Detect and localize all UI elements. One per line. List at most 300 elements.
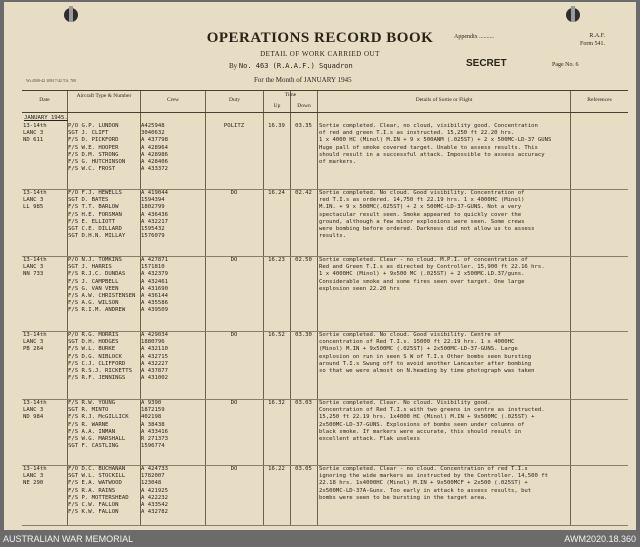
details-line: ignoring the wide markers as instructed by the Controller. 14,500 ft [319, 473, 549, 480]
crew-service-number: A 433372 [141, 166, 168, 173]
crew-name: F.J. HEWELLS [81, 190, 122, 196]
crew-member [68, 368, 140, 375]
duty-cell: DO [230, 190, 238, 196]
crew-rank: F/S [68, 428, 79, 435]
details-line: so that we were almost on N.heading by time photograph was taken [319, 368, 535, 375]
crew-rank: SGT [68, 233, 79, 240]
details-line: Sortie completed. Clear - no cloud. Concentration of red T.I.s [319, 466, 528, 472]
crew-rank: SGT [68, 339, 79, 346]
details-line: red T.I.s as ordered. 14,750 ft 22.19 hrs. 1 x 4000HC (Minol) [319, 197, 525, 204]
crew-service-number: A 433542 [141, 502, 168, 509]
aircraft-type: LANC 3 [23, 473, 44, 480]
sortie-date: 13-14th [23, 190, 47, 196]
crew-member [68, 509, 140, 516]
table-row [22, 400, 628, 466]
crew-rank: F/S [68, 271, 79, 278]
appendix-field: Appendix .......... [454, 34, 495, 40]
crew-name: D.H.N. MILLAY [81, 233, 126, 240]
crew-rank-name-cell [68, 400, 140, 450]
crew-service-number: 1880796 [141, 339, 165, 346]
date-cell [23, 190, 67, 212]
crew-number-cell [141, 332, 204, 382]
crew-rank: F/S [68, 368, 79, 375]
details-line: were bombing before ordered. Darkness did not allow us to assess [319, 226, 535, 233]
crew-member [68, 354, 140, 361]
crew-rank: F/S [68, 307, 79, 314]
crew-member [68, 159, 140, 166]
header-details: Details of Sortie or Flight [415, 97, 473, 103]
details-cell [319, 190, 563, 240]
crew-member [68, 130, 140, 137]
details-line: 1 x 4000HC (Minol) + 9x500 MC (.025ST) + 2 x500MC.LD.37/guns. [319, 271, 525, 278]
details-line: explosion seen 22.20 hrs [319, 285, 400, 292]
crew-member [68, 293, 140, 300]
crew-member [68, 436, 140, 443]
crew-rank-name-cell [68, 466, 140, 516]
details-line: Sortie completed. Clear. No cloud. Visibility good. [319, 400, 491, 406]
crew-rank: SGT [68, 226, 79, 233]
crew-service-number: A 432217 [141, 218, 168, 225]
crew-member [68, 307, 140, 314]
time-down-cell: 03.05 [295, 466, 312, 472]
crew-member [68, 414, 140, 421]
crew-number-cell [141, 123, 204, 173]
record-sheet [4, 2, 636, 530]
crew-service-number: 1802799 [141, 204, 165, 211]
crew-rank: SGT [68, 473, 79, 480]
crew-service-number: A 436144 [141, 293, 168, 300]
crew-service-number: 1872159 [141, 407, 165, 414]
crew-name: R.S.J. RICKETTS [81, 368, 133, 375]
crew-rank: F/S [68, 211, 79, 218]
crew-name: F. CASTLING [81, 443, 119, 450]
details-cell [319, 123, 563, 166]
details-line: 15,250 ft 22.19 hrs. 1x4000 HC (Minol) M.IN + 9x500MC (.025ST) + [319, 414, 535, 421]
aircraft-serial: NE 290 [23, 480, 44, 487]
record-table [22, 90, 628, 526]
form-label: Form 541. [580, 41, 606, 47]
details-line: Sortie completed. Clear, no cloud, visibility good. Concentration [319, 123, 538, 129]
archive-source: AUSTRALIAN WAR MEMORIAL [3, 534, 134, 544]
crew-name: R.G. MORRIS [81, 332, 119, 338]
details-line: should result in a successful attack. Impossible to assess accuracy [319, 151, 545, 158]
date-cell [23, 123, 67, 145]
year-value: 1945 [337, 76, 352, 84]
crew-name: D. PICKFORD [81, 137, 119, 144]
crew-service-number: A 432461 [141, 278, 168, 285]
duty-cell: DO [230, 466, 238, 472]
aircraft-type: LANC 3 [23, 197, 44, 204]
crew-member [68, 466, 140, 473]
details-line: of markers. [319, 159, 357, 166]
crew-rank: F/S [68, 278, 79, 285]
crew-service-number: 1782007 [141, 473, 165, 480]
crew-service-number: A 439509 [141, 307, 168, 314]
crew-service-number: 1595432 [141, 226, 165, 233]
crew-member [68, 473, 140, 480]
crew-name: G. VAN VEEN [81, 285, 119, 292]
crew-name: J. CLIFT [81, 130, 109, 137]
aircraft-type: LANC 3 [23, 407, 44, 414]
crew-name: H.E. FORSMAN [81, 211, 122, 218]
details-line: Sortie completed. No cloud. Good visibility. Concentration of [319, 190, 525, 196]
crew-rank: F/S [68, 421, 79, 428]
crew-member [68, 429, 140, 436]
crew-name: W.E. HOOPER [81, 144, 119, 151]
crew-member [68, 400, 140, 407]
details-line: excellent attack. Flak useless [319, 436, 421, 443]
details-line: of red and green T.I.s as instructed. 15,250 ft 22.20 hrs. [319, 130, 515, 137]
crew-service-number: 123048 [141, 480, 162, 487]
table-row [22, 257, 628, 332]
crew-rank: F/S [68, 414, 79, 421]
crew-service-number: A 433416 [141, 428, 168, 435]
binder-ring-right [571, 6, 575, 22]
crew-name: D.C. BUCHANAN [81, 466, 126, 472]
crew-service-number: A 431690 [141, 285, 168, 292]
crew-service-number: A 9390 [141, 400, 162, 406]
crew-member [68, 502, 140, 509]
details-line: around T.I.s Swung off to avoid another Lancaster after bombing [319, 360, 532, 367]
crew-rank: F/S [68, 285, 79, 292]
crew-name: D. BATES [81, 197, 109, 204]
crew-service-number: A 422232 [141, 494, 168, 501]
crew-member [68, 488, 140, 495]
crew-name: N.J. TOMKINS [81, 257, 122, 263]
details-line: Huge pall of smoke covered target. Unable to assess results. This [319, 144, 538, 151]
time-down-cell: 03.35 [295, 123, 312, 129]
crew-service-number: A 419044 [141, 190, 168, 196]
crew-rank: F/S [68, 144, 79, 151]
crew-rank: SGT [68, 264, 79, 271]
crew-service-number: A 427871 [141, 257, 168, 263]
squadron-name: No. 463 (R.A.A.F.) Squadron [238, 62, 353, 70]
crew-service-number: A 428406 [141, 159, 168, 166]
time-up-cell: 16.39 [268, 123, 285, 129]
crew-name: T.T. BARLOW [81, 204, 119, 211]
details-line: 2x500MC-LD-37-GUNS. Explosions of bombs seen under columns of [319, 421, 525, 428]
sortie-date: 13-14th [23, 257, 47, 263]
details-cell [319, 400, 563, 443]
crew-name: G.P. LUNDON [81, 123, 119, 129]
aircraft-serial: NN 733 [23, 271, 44, 278]
crew-member [68, 264, 140, 271]
crew-rank: F/S [68, 509, 79, 516]
aircraft-serial: PB 264 [23, 346, 44, 353]
form-header [4, 28, 636, 90]
crew-rank: P/O [68, 123, 79, 129]
crew-rank-name-cell [68, 257, 140, 315]
details-line: Red and Green T.I.s as directed by Controller. 15,900 ft 22.16 hrs. [319, 264, 545, 271]
column-headers [22, 91, 628, 113]
crew-name: R.J. McGILLICK [81, 414, 129, 421]
crew-rank: F/S [68, 494, 79, 501]
crew-name: A.A. INMAN [81, 428, 116, 435]
crew-name: C.W. FALLON [81, 502, 119, 509]
details-cell [319, 257, 563, 293]
crew-service-number: 3040632 [141, 130, 165, 137]
crew-rank: F/S [68, 360, 79, 367]
sortie-date: 13-14th [23, 123, 47, 129]
crew-member [68, 495, 140, 502]
crew-service-number: A 424733 [141, 466, 168, 472]
crew-service-number: 402198 [141, 414, 162, 421]
crew-rank: F/O [68, 190, 79, 196]
time-down-cell: 03.03 [295, 400, 312, 406]
details-cell [319, 466, 563, 502]
duty-cell: DO [230, 400, 238, 406]
crew-name: D.H. HODGES [81, 339, 119, 346]
crew-service-number: A 435586 [141, 300, 168, 307]
time-down-cell: 02.42 [295, 190, 312, 196]
crew-service-number: 1576079 [141, 233, 165, 240]
details-line: explosion on run in seen S W of T.I.s Other bombs seen bursting [319, 353, 532, 360]
by-label: By [229, 62, 238, 70]
crew-name: R.I.M. ANDREW [81, 307, 126, 314]
crew-rank: F/S [68, 293, 79, 300]
details-cell [319, 332, 563, 375]
raf-label: R.A.F. [589, 33, 606, 39]
crew-rank: F/S [68, 487, 79, 494]
crew-name: J. CAMPBELL [81, 278, 119, 285]
crew-service-number: A 432782 [141, 509, 168, 516]
crew-rank: F/S [68, 300, 79, 307]
crew-rank: F/S [68, 436, 79, 443]
crew-member [68, 375, 140, 382]
crew-member [68, 152, 140, 159]
crew-member [68, 123, 140, 130]
crew-name: W.C. FROST [81, 166, 116, 173]
details-line: results. [319, 233, 346, 240]
crew-rank: F/S [68, 353, 79, 360]
crew-service-number: A 431002 [141, 375, 168, 382]
crew-rank: F/S [68, 480, 79, 487]
crew-rank: F/S [68, 375, 79, 382]
crew-member [68, 332, 140, 339]
crew-member [68, 361, 140, 368]
crew-number-cell [141, 400, 204, 450]
classification-stamp: SECRET [466, 58, 507, 69]
page-number: Page No. 6 [552, 62, 579, 68]
form-number [580, 32, 605, 48]
crew-member [68, 257, 140, 264]
date-cell [23, 332, 67, 354]
aircraft-serial: LL 985 [23, 204, 44, 211]
time-down-cell: 03.30 [295, 332, 312, 338]
month-heading: JANUARY 1945. [24, 115, 68, 121]
crew-member [68, 271, 140, 278]
crew-member [68, 190, 140, 197]
table-row [22, 190, 628, 257]
crew-service-number: A 38438 [141, 421, 165, 428]
crew-name: G. HUTCHINSON [81, 159, 126, 166]
crew-name: R.A. RAINS [81, 487, 116, 494]
details-line: bombs were seen to be bursting in the target area. [319, 494, 488, 501]
details-line: M.IN. + 9 x 500MC(.025ST) + 2 x 500MC-LD-37-GUNS. Not a very [319, 204, 522, 211]
crew-name: A.G. WILSON [81, 300, 119, 307]
crew-member [68, 226, 140, 233]
crew-service-number: A 428986 [141, 151, 168, 158]
binder-ring-left [69, 6, 73, 22]
aircraft-type: LANC 3 [23, 264, 44, 271]
crew-member [68, 346, 140, 353]
crew-name: D.M. STRONG [81, 151, 119, 158]
crew-service-number: 1596774 [141, 443, 165, 450]
crew-member [68, 204, 140, 211]
header-time-up: Up [273, 103, 281, 109]
crew-service-number: A 428964 [141, 144, 168, 151]
month-line [254, 76, 352, 84]
crew-member [68, 233, 140, 240]
crew-name: J. HARRIS [81, 264, 112, 271]
crew-member [68, 480, 140, 487]
month-label: For the Month of [254, 76, 303, 84]
crew-name: E.A. WATWOOD [81, 480, 122, 487]
crew-name: R.F. JENNINGS [81, 375, 126, 382]
sortie-date: 13-14th [23, 466, 47, 472]
crew-name: A.W. CHRISTENSEN [81, 293, 136, 300]
time-up-cell: 16.32 [268, 400, 285, 406]
time-up-cell: 16.23 [268, 257, 285, 263]
date-cell [23, 400, 67, 422]
crew-service-number: A 437877 [141, 368, 168, 375]
crew-rank: F/S [68, 502, 79, 509]
time-up-cell: 16.22 [268, 466, 285, 472]
duty-cell: POLITZ [223, 123, 245, 129]
crew-member [68, 197, 140, 204]
header-crew: Crew [167, 97, 179, 103]
crew-rank: SGT [68, 443, 79, 450]
crew-number-cell [141, 466, 204, 516]
details-line: Concentration of Red T.I.s with two greens in centre as instructed. [319, 407, 545, 414]
crew-service-number: R 271373 [141, 436, 168, 443]
crew-rank: F/S [68, 400, 79, 406]
month-value: JANUARY [303, 76, 336, 84]
crew-rank-name-cell [68, 123, 140, 173]
aircraft-type: LANC 3 [23, 339, 44, 346]
sortie-date: 13-14th [23, 400, 47, 406]
crew-service-number: A425948 [141, 123, 165, 129]
time-up-cell: 16.52 [268, 332, 285, 338]
crew-rank: F/S [68, 137, 79, 144]
crew-name: W.L. BURKE [81, 346, 116, 353]
crew-rank: P/O [68, 257, 79, 263]
details-line: black smoke. If markers were accurate, this should result in [319, 428, 522, 435]
header-references: References [587, 97, 612, 103]
crew-name: K.W. FALLON [81, 509, 119, 516]
details-line: Sortie completed. No cloud. Good visibility. Centre of [319, 332, 501, 338]
binder-holes [4, 6, 636, 26]
header-aircraft: Aircraft Type & Number [76, 93, 132, 99]
sortie-date: 13-14th [23, 332, 47, 338]
details-line: ground, although a few minor explosions were seen. Some crews [319, 218, 525, 225]
crew-rank-name-cell [68, 190, 140, 240]
date-cell [23, 466, 67, 488]
header-time-down: Down [297, 103, 311, 109]
crew-member [68, 137, 140, 144]
crew-member [68, 219, 140, 226]
crew-service-number: A 432379 [141, 271, 168, 278]
archive-footer [0, 533, 640, 547]
crew-rank: F/S [68, 218, 79, 225]
crew-name: R. WARNE [81, 421, 109, 428]
crew-name: R.W. YOUNG [81, 400, 116, 406]
crew-number-cell [141, 257, 204, 315]
details-line: spectacular result seen. Smoke appeared to quickly cover the [319, 211, 522, 218]
crew-name: E. ELLIOTT [81, 218, 116, 225]
crew-member [68, 212, 140, 219]
crew-member [68, 339, 140, 346]
crew-name: R. MINTO [81, 407, 109, 414]
crew-name: W.G. MARSHALL [81, 436, 126, 443]
crew-service-number: 1594394 [141, 197, 165, 204]
crew-member [68, 422, 140, 429]
crew-rank: F/S [68, 346, 79, 353]
crew-member [68, 300, 140, 307]
crew-service-number: 1571810 [141, 264, 165, 271]
archive-reference: AWM2020.18.360 [564, 534, 636, 544]
print-code: Wt.4500-42 10M 7/42 T.S. 700 [26, 78, 77, 83]
crew-name: P. MOTTERSHEAD [81, 494, 129, 501]
crew-member [68, 407, 140, 414]
crew-rank: F/S [68, 204, 79, 211]
crew-member [68, 443, 140, 450]
crew-rank: SGT [68, 407, 79, 414]
duty-cell: DO [230, 257, 238, 263]
crew-number-cell [141, 190, 204, 240]
details-line: concentration of Red T.I.s. 15000 ft 22.19 hrs. 1 x 4000HC [319, 339, 515, 346]
aircraft-serial: ND 611 [23, 137, 44, 144]
date-cell [23, 257, 67, 279]
header-duty: Duty [229, 97, 240, 103]
crew-rank: F/S [68, 166, 79, 173]
form-title: OPERATIONS RECORD BOOK [206, 30, 434, 46]
crew-service-number: A 437798 [141, 137, 168, 144]
crew-service-number: A 432227 [141, 360, 168, 367]
crew-member [68, 145, 140, 152]
crew-rank: F/O [68, 466, 79, 472]
crew-rank: SGT [68, 130, 79, 137]
details-line: Sortie completed. Clear - no cloud. M.P.I. of concentration of [319, 257, 528, 263]
details-line: Considerable smoke and some fires seen over target. One large [319, 278, 525, 285]
form-subtitle: DETAIL OF WORK CARRIED OUT [260, 50, 380, 58]
header-time: Time [284, 92, 297, 98]
crew-name: R.J.C. DUNDAS [81, 271, 126, 278]
crew-rank-name-cell [68, 332, 140, 382]
crew-name: W.L. STOCKILL [81, 473, 126, 480]
crew-service-number: A 436436 [141, 211, 168, 218]
crew-name: D.G. NIBLOCK [81, 353, 122, 360]
crew-member [68, 279, 140, 286]
crew-name: C.J. CLIFFORD [81, 360, 126, 367]
crew-member [68, 166, 140, 173]
squadron-line [229, 62, 353, 70]
details-line: 2x500MC-LD-37A-Guns. Too early in attack to assess results, but [319, 487, 532, 494]
crew-member [68, 286, 140, 293]
crew-service-number: A 421925 [141, 487, 168, 494]
table-row [22, 466, 628, 526]
details-line: 1 x 4000 HC (Minol) M.IN + 9 x 500ANM (.025ST) + 2 x 500MC-LD-37 GUNS [319, 137, 552, 144]
crew-service-number: A 429034 [141, 332, 168, 338]
crew-service-number: A 432110 [141, 346, 168, 353]
time-down-cell: 02.50 [295, 257, 312, 263]
header-date: Date [39, 97, 50, 103]
aircraft-type: LANC 3 [23, 130, 44, 137]
time-up-cell: 16.24 [268, 190, 285, 196]
crew-rank: P/O [68, 332, 79, 338]
duty-cell: DO [230, 332, 238, 338]
details-line: 22.18 hrs. 1x4000HC (Minol) M.IN + 9x500MCF + 2x500 (.025ST) + [319, 480, 528, 487]
